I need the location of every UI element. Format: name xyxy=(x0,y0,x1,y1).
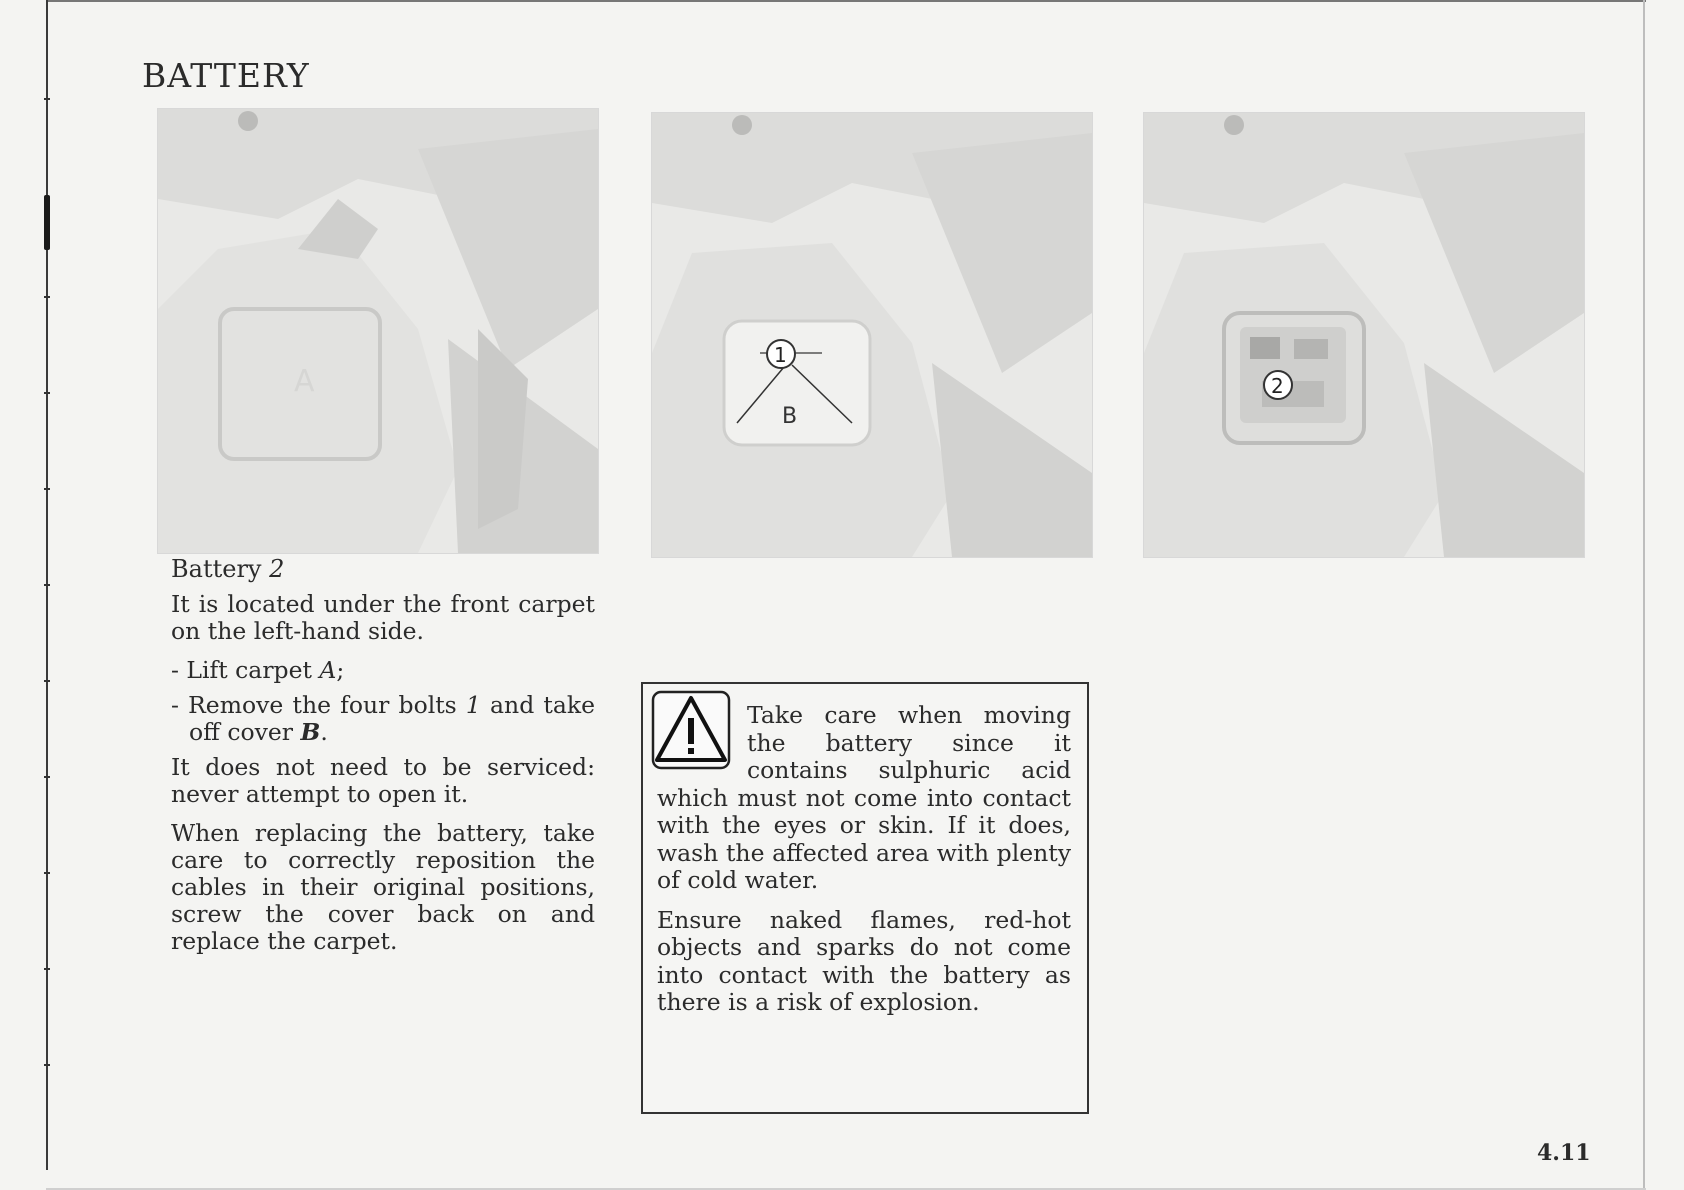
step-lift-carpet xyxy=(171,657,595,684)
step-2-mid: and take off cover xyxy=(189,691,596,746)
warning-icon-spacer xyxy=(657,702,747,784)
callout-2: 2 xyxy=(1271,374,1284,398)
photo-battery-2-illustration xyxy=(1144,113,1584,557)
step-2-ref-bolts: 1 xyxy=(465,691,481,719)
step-1-text: - Lift carpet xyxy=(171,656,320,684)
warning-acid-paragraph: Take care when moving the battery since it contains sulphuric acid which must not come into contact with the eyes or skin. If it does, wash the affected area with plenty of cold water. xyxy=(657,701,1071,894)
warning-text xyxy=(657,702,1071,1029)
page-number: 4.11 xyxy=(1537,1140,1591,1166)
binder-tick xyxy=(44,392,50,394)
page-right-edge xyxy=(1643,0,1645,1190)
photo-battery-2 xyxy=(1143,112,1585,558)
battery-instructions xyxy=(171,556,595,967)
section-heading xyxy=(171,556,595,583)
binder-mark xyxy=(44,195,50,250)
binder-tick xyxy=(44,98,50,100)
service-paragraph: It does not need to be serviced: never attempt to open it. xyxy=(171,753,595,808)
photo-cover-b-illustration xyxy=(652,113,1092,557)
step-remove-bolts xyxy=(171,692,595,746)
photo-cover-b xyxy=(651,112,1093,558)
binder-tick xyxy=(44,968,50,970)
binder-tick xyxy=(44,776,50,778)
location-paragraph: It is located under the front carpet on the left-hand side. xyxy=(171,590,595,645)
page-title: BATTERY xyxy=(142,56,310,96)
section-heading-text: Battery xyxy=(171,555,262,583)
photo-carpet-a-illustration xyxy=(158,109,598,553)
photo-label-b: B xyxy=(782,404,798,429)
step-2-end: . xyxy=(320,718,328,746)
warning-explosion-paragraph: Ensure naked flames, red-hot objects and sparks do not come into contact with the battery as there is a risk of explosion. xyxy=(657,905,1071,1016)
callout-1: 1 xyxy=(774,343,787,367)
step-2-text: - Remove the four bolts xyxy=(171,691,466,719)
binder-tick xyxy=(44,584,50,586)
binder-tick xyxy=(44,488,50,490)
binder-tick xyxy=(44,872,50,874)
page-top-edge xyxy=(46,0,1646,2)
step-1-end: ; xyxy=(336,656,345,684)
section-heading-number: 2 xyxy=(269,555,285,583)
step-1-ref: A xyxy=(319,656,337,684)
binder-tick xyxy=(44,1064,50,1066)
binder-tick xyxy=(44,296,50,298)
binder-tick xyxy=(44,680,50,682)
replacement-paragraph: When replacing the battery, take care to correctly reposition the cables in their original positions, screw the cover back on and replace the carpet. xyxy=(171,819,595,955)
step-2-ref-cover: B xyxy=(300,718,321,746)
warning-box xyxy=(641,682,1089,1114)
photo-carpet-a xyxy=(157,108,599,554)
photo-label-a: A xyxy=(294,364,315,399)
